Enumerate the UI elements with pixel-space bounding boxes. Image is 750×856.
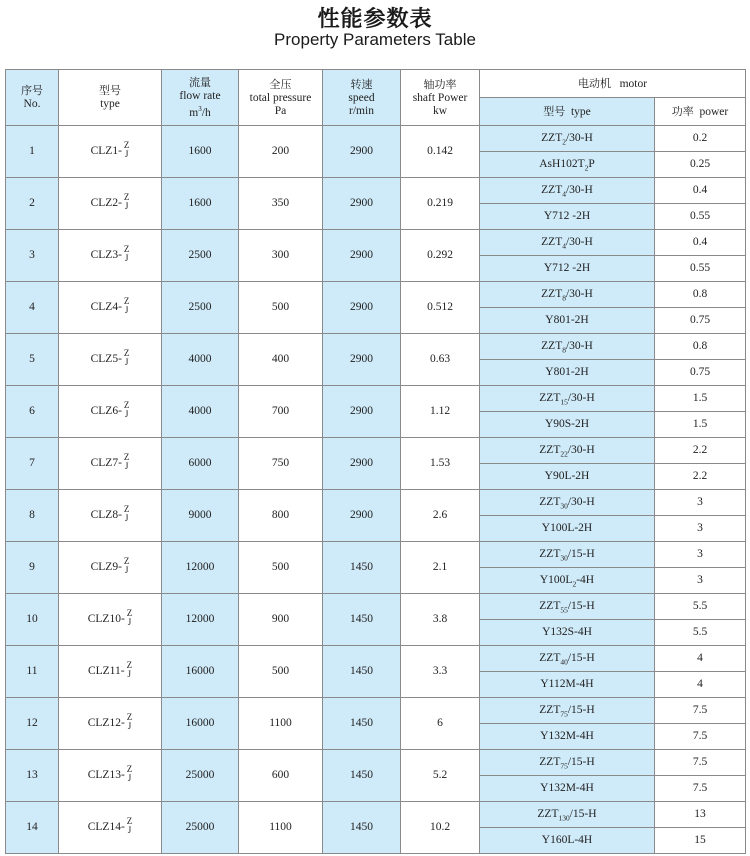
speed: 1450 <box>323 802 401 854</box>
speed: 2900 <box>323 334 401 386</box>
fan-model-suffix: Z J <box>123 399 130 419</box>
shaft-power: 0.512 <box>401 282 480 334</box>
motor-type: Y801-2H <box>480 308 655 334</box>
motor-type: Y100L-2H <box>480 516 655 542</box>
total-pressure: 600 <box>239 750 323 802</box>
flow-rate: 4000 <box>162 386 239 438</box>
total-pressure: 500 <box>239 646 323 698</box>
fan-model-suffix: Z J <box>123 503 130 523</box>
motor-power: 3 <box>655 542 746 568</box>
fan-model-base: CLZ1- <box>90 145 122 157</box>
row-number: 10 <box>6 594 59 646</box>
row-number: 8 <box>6 490 59 542</box>
motor-type: $Y100L_2-4H$ <box>480 568 655 594</box>
motor-power: 15 <box>655 828 746 854</box>
motor-type: $AsH102T_2P$ <box>480 152 655 178</box>
motor-type: Y160L-4H <box>480 828 655 854</box>
motor-type: $ZZT_{40}/15-H$ <box>480 646 655 672</box>
motor-type: Y90L-2H <box>480 464 655 490</box>
flow-rate: 12000 <box>162 594 239 646</box>
table-row <box>6 594 746 620</box>
table-row <box>6 126 746 152</box>
row-number: 1 <box>6 126 59 178</box>
motor-power: 0.75 <box>655 308 746 334</box>
shaft-power: 1.53 <box>401 438 480 490</box>
motor-power: 0.4 <box>655 178 746 204</box>
motor-type: $ZZT_{30}/30-H$ <box>480 490 655 516</box>
fan-model-base: CLZ9- <box>90 561 122 573</box>
shaft-power: 10.2 <box>401 802 480 854</box>
page-title-chinese: 性能参数表 <box>317 7 433 32</box>
shaft-power: 3.8 <box>401 594 480 646</box>
header-motor-type: 型号 type <box>480 98 655 126</box>
motor-power: 0.25 <box>655 152 746 178</box>
total-pressure: 500 <box>239 282 323 334</box>
fan-model <box>59 126 162 178</box>
motor-power: 13 <box>655 802 746 828</box>
fan-model-suffix: Z J <box>123 555 130 575</box>
speed: 2900 <box>323 230 401 282</box>
motor-power: 2.2 <box>655 464 746 490</box>
table-row <box>6 542 746 568</box>
flow-rate: 2500 <box>162 282 239 334</box>
fan-model-suffix: Z J <box>123 347 130 367</box>
fan-model <box>59 698 162 750</box>
speed: 1450 <box>323 542 401 594</box>
speed: 1450 <box>323 698 401 750</box>
table-row <box>6 802 746 828</box>
total-pressure: 1100 <box>239 698 323 750</box>
header-flow-rate: 流量 flow rate $m^3/h$ <box>162 70 239 126</box>
fan-model-suffix: Z J <box>126 815 133 835</box>
total-pressure: 500 <box>239 542 323 594</box>
page-title-english: Property Parameters Table <box>274 30 476 49</box>
fan-model-suffix: Z J <box>123 451 130 471</box>
motor-type: Y132S-4H <box>480 620 655 646</box>
motor-type: $ZZT_{22}/30-H$ <box>480 438 655 464</box>
motor-type: Y801-2H <box>480 360 655 386</box>
table-row <box>6 750 746 776</box>
fan-model <box>59 490 162 542</box>
row-number: 5 <box>6 334 59 386</box>
motor-type: $ZZT_4/30-H$ <box>480 230 655 256</box>
shaft-power: 2.6 <box>401 490 480 542</box>
motor-type: $ZZT_{130}/15-H$ <box>480 802 655 828</box>
fan-model <box>59 646 162 698</box>
fan-model-suffix: Z J <box>123 139 130 159</box>
motor-type: Y712 -2H <box>480 256 655 282</box>
speed: 2900 <box>323 282 401 334</box>
motor-power: 7.5 <box>655 750 746 776</box>
fan-model-suffix: Z J <box>126 659 133 679</box>
fan-model-base: CLZ8- <box>90 509 122 521</box>
motor-power: 3 <box>655 568 746 594</box>
flow-rate: 4000 <box>162 334 239 386</box>
row-number: 9 <box>6 542 59 594</box>
total-pressure: 200 <box>239 126 323 178</box>
table-row <box>6 230 746 256</box>
motor-type: Y712 -2H <box>480 204 655 230</box>
row-number: 14 <box>6 802 59 854</box>
motor-power: 3 <box>655 516 746 542</box>
header-total-pressure: 全压 total pressure Pa <box>239 70 323 126</box>
motor-type: $ZZT_{75}/15-H$ <box>480 698 655 724</box>
fan-model-base: CLZ5- <box>90 353 122 365</box>
motor-type: Y132M-4H <box>480 776 655 802</box>
motor-type: $ZZT_{15}/30-H$ <box>480 386 655 412</box>
flow-rate: 9000 <box>162 490 239 542</box>
motor-type: Y132M-4H <box>480 724 655 750</box>
flow-rate: 1600 <box>162 126 239 178</box>
table-row <box>6 490 746 516</box>
fan-model-base: CLZ10- <box>87 613 125 625</box>
motor-power: 5.5 <box>655 594 746 620</box>
fan-model-base: CLZ14- <box>87 821 125 833</box>
fan-model-suffix: Z J <box>123 243 130 263</box>
row-number: 7 <box>6 438 59 490</box>
table-row <box>6 178 746 204</box>
motor-power: 5.5 <box>655 620 746 646</box>
shaft-power: 2.1 <box>401 542 480 594</box>
fan-model-base: CLZ3- <box>90 249 122 261</box>
motor-power: 0.8 <box>655 282 746 308</box>
speed: 2900 <box>323 490 401 542</box>
row-number: 4 <box>6 282 59 334</box>
motor-power: 0.4 <box>655 230 746 256</box>
fan-model-suffix: Z J <box>123 295 130 315</box>
motor-power: 0.8 <box>655 334 746 360</box>
fan-model <box>59 334 162 386</box>
parameters-table <box>5 69 746 854</box>
flow-rate: 6000 <box>162 438 239 490</box>
row-number: 2 <box>6 178 59 230</box>
table-row <box>6 646 746 672</box>
speed: 2900 <box>323 126 401 178</box>
motor-type: $ZZT_{75}/15-H$ <box>480 750 655 776</box>
shaft-power: 1.12 <box>401 386 480 438</box>
fan-model-base: CLZ13- <box>87 769 125 781</box>
fan-model-suffix: Z J <box>126 711 133 731</box>
speed: 1450 <box>323 594 401 646</box>
motor-power: 0.2 <box>655 126 746 152</box>
header-type: 型号 type <box>59 70 162 126</box>
fan-model <box>59 750 162 802</box>
motor-power: 7.5 <box>655 724 746 750</box>
fan-model <box>59 282 162 334</box>
motor-power: 7.5 <box>655 698 746 724</box>
fan-model <box>59 178 162 230</box>
row-number: 12 <box>6 698 59 750</box>
fan-model-suffix: Z J <box>123 191 130 211</box>
table-row <box>6 698 746 724</box>
total-pressure: 400 <box>239 334 323 386</box>
fan-model <box>59 802 162 854</box>
total-pressure: 900 <box>239 594 323 646</box>
flow-rate: 12000 <box>162 542 239 594</box>
shaft-power: 0.63 <box>401 334 480 386</box>
flow-rate: 16000 <box>162 698 239 750</box>
fan-model <box>59 542 162 594</box>
shaft-power: 3.3 <box>401 646 480 698</box>
table-row <box>6 438 746 464</box>
motor-power: 4 <box>655 672 746 698</box>
fan-model-base: CLZ6- <box>90 405 122 417</box>
row-number: 6 <box>6 386 59 438</box>
motor-power: 0.55 <box>655 204 746 230</box>
motor-type: $ZZT_4/30-H$ <box>480 178 655 204</box>
shaft-power: 0.219 <box>401 178 480 230</box>
fan-model-base: CLZ4- <box>90 301 122 313</box>
motor-power: 0.55 <box>655 256 746 282</box>
header-speed: 转速 speed r/min <box>323 70 401 126</box>
fan-model <box>59 438 162 490</box>
fan-model-suffix: Z J <box>126 763 133 783</box>
motor-power: 0.75 <box>655 360 746 386</box>
total-pressure: 800 <box>239 490 323 542</box>
header-no: 序号 No. <box>6 70 59 126</box>
flow-rate: 25000 <box>162 750 239 802</box>
motor-power: 7.5 <box>655 776 746 802</box>
speed: 2900 <box>323 178 401 230</box>
motor-type: $ZZT_{55}/15-H$ <box>480 594 655 620</box>
total-pressure: 350 <box>239 178 323 230</box>
fan-model-suffix: Z J <box>126 607 133 627</box>
motor-power: 4 <box>655 646 746 672</box>
row-number: 11 <box>6 646 59 698</box>
motor-type: $ZZT_2/30-H$ <box>480 126 655 152</box>
total-pressure: 750 <box>239 438 323 490</box>
table-row <box>6 282 746 308</box>
flow-rate: 25000 <box>162 802 239 854</box>
header-motor: 电动机 motor <box>480 70 746 98</box>
table-row <box>6 334 746 360</box>
table-row <box>6 386 746 412</box>
total-pressure: 1100 <box>239 802 323 854</box>
fan-model-base: CLZ11- <box>87 665 125 677</box>
speed: 1450 <box>323 750 401 802</box>
motor-type: $ZZT_8/30-H$ <box>480 282 655 308</box>
motor-power: 2.2 <box>655 438 746 464</box>
fan-model-base: CLZ7- <box>90 457 122 469</box>
fan-model-base: CLZ2- <box>90 197 122 209</box>
speed: 2900 <box>323 438 401 490</box>
table-body <box>6 126 746 854</box>
motor-type: $ZZT_{30}/15-H$ <box>480 542 655 568</box>
total-pressure: 300 <box>239 230 323 282</box>
speed: 2900 <box>323 386 401 438</box>
motor-power: 1.5 <box>655 386 746 412</box>
fan-model <box>59 386 162 438</box>
fan-model <box>59 594 162 646</box>
speed: 1450 <box>323 646 401 698</box>
shaft-power: 5.2 <box>401 750 480 802</box>
flow-rate: 16000 <box>162 646 239 698</box>
header-motor-power: 功率 power <box>655 98 746 126</box>
motor-type: $ZZT_8/30-H$ <box>480 334 655 360</box>
shaft-power: 0.292 <box>401 230 480 282</box>
flow-rate: 1600 <box>162 178 239 230</box>
motor-power: 3 <box>655 490 746 516</box>
row-number: 3 <box>6 230 59 282</box>
fan-model <box>59 230 162 282</box>
motor-power: 1.5 <box>655 412 746 438</box>
row-number: 13 <box>6 750 59 802</box>
total-pressure: 700 <box>239 386 323 438</box>
shaft-power: 6 <box>401 698 480 750</box>
fan-model-base: CLZ12- <box>87 717 125 729</box>
shaft-power: 0.142 <box>401 126 480 178</box>
header-shaft-power: 轴功率 shaft Power kw <box>401 70 480 126</box>
flow-rate: 2500 <box>162 230 239 282</box>
motor-type: Y112M-4H <box>480 672 655 698</box>
motor-type: Y90S-2H <box>480 412 655 438</box>
